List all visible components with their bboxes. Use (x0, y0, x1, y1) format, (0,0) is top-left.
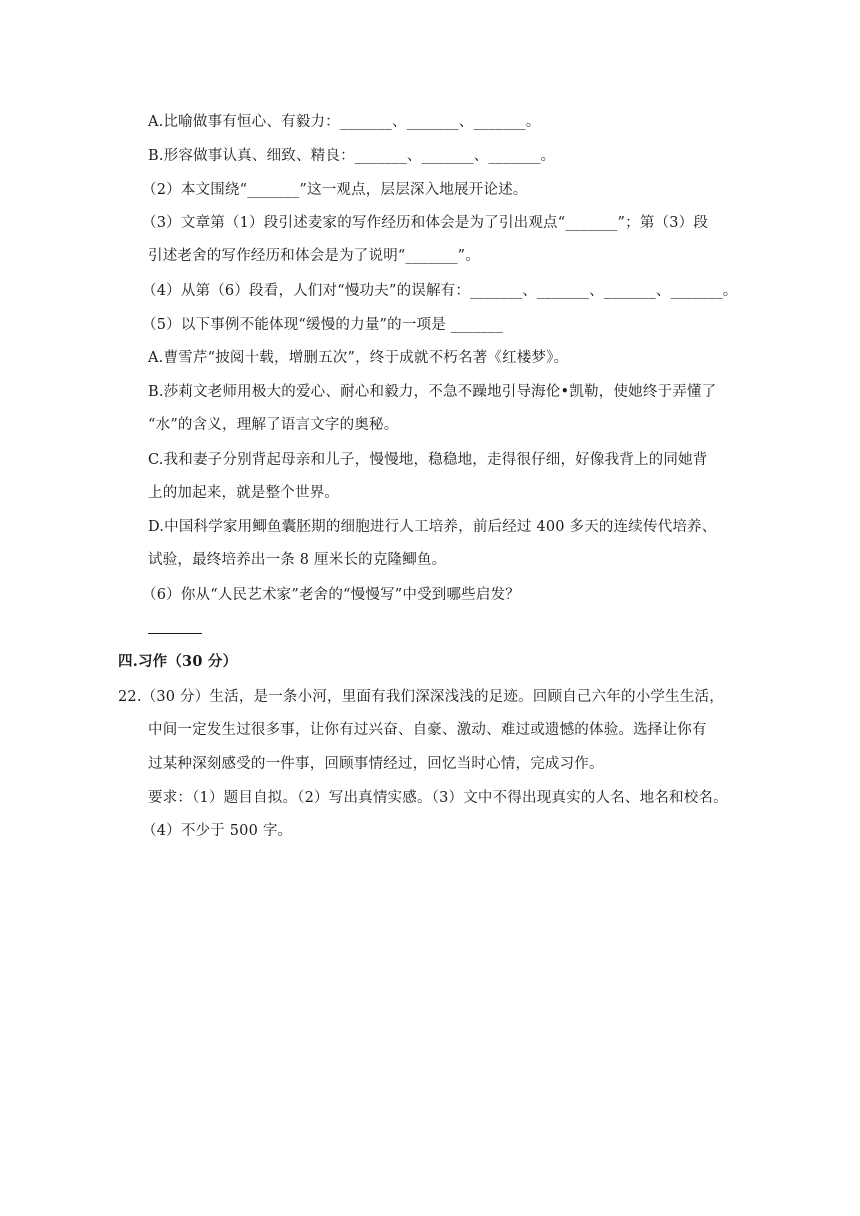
question-3-continuation: 引述老舍的写作经历和体会是为了说明“_______”。 (148, 248, 480, 264)
section-title: 四.习作（30 分） (118, 653, 238, 670)
question-2-line: （2）本文围绕“_______”这一观点，层层深入地展开论述。 (142, 182, 528, 198)
answer-blank-line (148, 633, 202, 634)
question-22-line-1: 22.（30 分）生活，是一条小河，里面有我们深深浅浅的足迹。回顾自己六年的小学生生活， (118, 689, 724, 705)
question-22-requirements-continuation: （4）不少于 500 字。 (142, 823, 293, 839)
option-b-line: B.形容做事认真、细致、精良：_______、_______、_______。 (148, 148, 556, 164)
choice-a-line: A.曹雪芹“披阅十载，增删五次”，终于成就不朽名著《红楼梦》。 (148, 350, 569, 366)
question-5-line: （5）以下事例不能体现“缓慢的力量”的一项是 _______ (142, 317, 503, 333)
choice-b-continuation: “水”的含义，理解了语言文字的奥秘。 (148, 417, 399, 433)
choice-b-line: B.莎莉文老师用极大的爱心、耐心和毅力，不急不躁地引导海伦•凯勒，使她终于弄懂了 (148, 384, 717, 400)
question-22-requirements: 要求：（1）题目自拟。（2）写出真情实感。（3）文中不得出现真实的人名、地名和校名。 (148, 790, 728, 806)
question-4-line: （4）从第（6）段看，人们对“慢功夫”的误解有：_______、_______、_______、_______。 (142, 283, 738, 299)
question-3-line: （3）文章第（1）段引述麦家的写作经历和体会是为了引出观点“_______”；第（3）段 (142, 215, 709, 231)
option-a-line: A.比喻做事有恒心、有毅力：_______、_______、_______。 (148, 114, 541, 130)
question-22-line-2: 中间一定发生过很多事，让你有过兴奋、自豪、激动、难过或遗憾的体验。选择让你有 (148, 722, 707, 738)
choice-d-continuation: 试验，最终培养出一条 8 厘米长的克隆鲫鱼。 (148, 552, 447, 568)
question-6-line: （6）你从“人民艺术家”老舍的“慢慢写”中受到哪些启发？ (142, 587, 520, 603)
choice-c-continuation: 上的加起来，就是整个世界。 (148, 485, 340, 501)
question-22-line-3: 过某种深刻感受的一件事，回顾事情经过，回忆当时心情，完成习作。 (148, 756, 604, 772)
choice-c-line: C.我和妻子分别背起母亲和儿子，慢慢地，稳稳地，走得很仔细，好像我背上的同她背 (148, 452, 708, 468)
choice-d-line: D.中国科学家用鲫鱼囊胚期的细胞进行人工培养，前后经过 400 多天的连续传代培养、 (148, 519, 717, 535)
